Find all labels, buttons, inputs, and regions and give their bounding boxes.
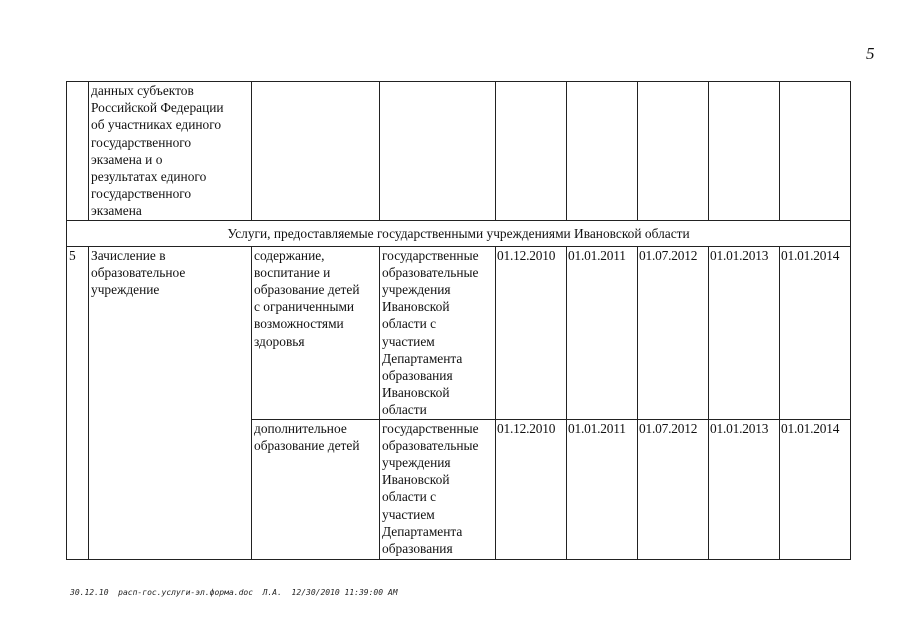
date-cell (780, 82, 851, 221)
table-row (67, 82, 851, 221)
date-cell: 01.07.2012 (638, 246, 709, 419)
number-cell (67, 82, 89, 221)
date-cell (709, 82, 780, 221)
date-cell: 01.12.2010 (496, 246, 567, 419)
date-cell: 01.01.2014 (780, 419, 851, 559)
date-cell: 01.01.2014 (780, 246, 851, 419)
document-footer: 30.12.10 расп-гос.услуги-эл.форма.doc Л.А. 12/30/2010 11:39:00 AM (70, 588, 398, 597)
page-number: 5 (866, 44, 875, 63)
number-cell: 5 (67, 246, 89, 559)
date-cell: 01.01.2013 (709, 246, 780, 419)
table-row (67, 246, 851, 419)
date-cell (496, 82, 567, 221)
subservice-cell (252, 82, 380, 221)
date-cell (638, 82, 709, 221)
services-table (66, 81, 851, 560)
date-cell: 01.07.2012 (638, 419, 709, 559)
date-cell: 01.01.2011 (567, 419, 638, 559)
date-cell: 01.12.2010 (496, 419, 567, 559)
service-name-cell: Зачисление в образовательное учреждение (89, 246, 252, 559)
section-header-row (67, 220, 851, 246)
section-header: Услуги, предоставляемые государственными учреждениями Ивановской области (67, 220, 851, 246)
date-cell: 01.01.2011 (567, 246, 638, 419)
executor-cell: государственные образовательные учреждения Ивановской области с участием Департамента образования Ивановской области (380, 246, 496, 419)
service-name-cell: данных субъектов Российской Федерации об участниках единого государственного экзамена и о результатах единого государственного экзамена (89, 82, 252, 221)
subservice-cell: дополнительное образование детей (252, 419, 380, 559)
subservice-cell: содержание, воспитание и образование детей с ограниченными возможностями здоровья (252, 246, 380, 419)
date-cell: 01.01.2013 (709, 419, 780, 559)
date-cell (567, 82, 638, 221)
executor-cell: государственные образовательные учреждения Ивановской области с участием Департамента образования (380, 419, 496, 559)
executor-cell (380, 82, 496, 221)
